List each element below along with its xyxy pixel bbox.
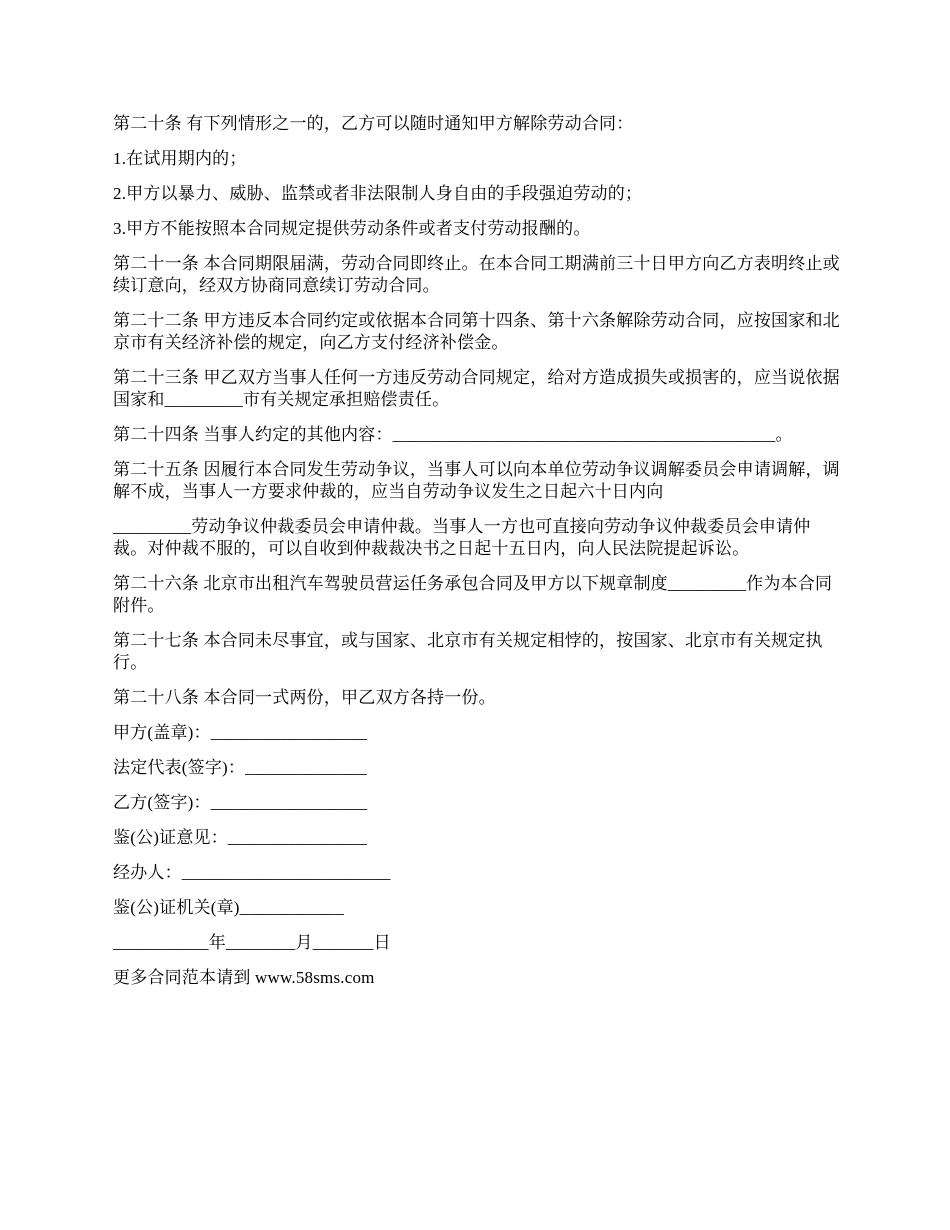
article-21: 第二十一条 本合同期限届满，劳动合同即终止。在本合同工期满前三十日甲方向乙方表明终止或续订意向，经双方协商同意续订劳动合同。: [113, 254, 840, 295]
article-25: 第二十五条 因履行本合同发生劳动争议，当事人可以向本单位劳动争议调解委员会申请调解，调解不成，当事人一方要求仲裁的，应当自劳动争议发生之日起六十日内向: [113, 460, 840, 501]
handler-line: 经办人：________________________: [113, 863, 391, 882]
footer-link-text: 更多合同范本请到 www.58sms.com: [113, 968, 375, 987]
party-a-seal-line: 甲方(盖章)：__________________: [113, 723, 368, 742]
date-line: ___________年________月_______日: [113, 933, 391, 952]
article-24: 第二十四条 当事人约定的其他内容：____________________________________________。: [113, 425, 793, 444]
notary-opinion-line: 鉴(公)证意见：________________: [113, 828, 368, 847]
article-27: 第二十七条 本合同未尽事宜，或与国家、北京市有关规定相悖的，按国家、北京市有关规定执行。: [113, 631, 823, 672]
article-22: 第二十二条 甲方违反本合同约定或依据本合同第十四条、第十六条解除劳动合同，应按国家和北京市有关经济补偿的规定，向乙方支付经济补偿金。: [113, 311, 840, 352]
article-28: 第二十八条 本合同一式两份，甲乙双方各持一份。: [113, 688, 496, 707]
legal-rep-signature-line: 法定代表(签字)：______________: [113, 758, 367, 777]
article-20-item-3: 3.甲方不能按照本合同规定提供劳动条件或者支付劳动报酬的。: [113, 219, 591, 238]
article-20-item-2: 2.甲方以暴力、威胁、监禁或者非法限制人身自由的手段强迫劳动的；: [113, 184, 643, 203]
notary-office-seal-line: 鉴(公)证机关(章)____________: [113, 898, 345, 917]
party-b-signature-line: 乙方(签字)：__________________: [113, 793, 368, 812]
article-25-continued: _________劳动争议仲裁委员会申请仲裁。当事人一方也可直接向劳动争议仲裁委员会申请仲裁。对仲裁不服的，可以自收到仲裁裁决书之日起十五日内，向人民法院提起诉讼。: [113, 517, 811, 558]
article-20: 第二十条 有下列情形之一的，乙方可以随时通知甲方解除劳动合同：: [113, 114, 634, 133]
article-20-item-1: 1.在试用期内的；: [113, 149, 247, 168]
article-26: 第二十六条 北京市出租汽车驾驶员营运任务承包合同及甲方以下规章制度_________作为本合同附件。: [113, 574, 833, 615]
article-23: 第二十三条 甲乙双方当事人任何一方违反劳动合同规定，给对方造成损失或损害的，应当说依据国家和_________市有关规定承担赔偿责任。: [113, 368, 840, 409]
